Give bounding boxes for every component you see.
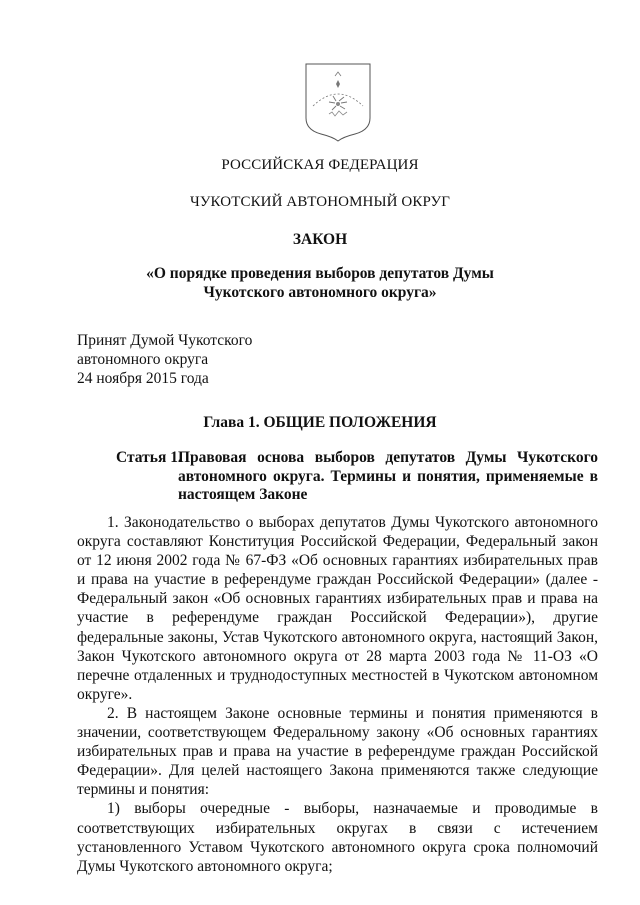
paragraph: 1) выборы очередные - выборы, назначаемые и проводимые в соответствующих избирательных округах в связи с истечением установленного Уставом Чукотского автономного округа срока полномочий Думы Чукотского автономного округа; [77, 800, 598, 875]
article-label: Статья 1. [116, 449, 182, 466]
paragraph: 1. Законодательство о выборах депутатов Думы Чукотского автономного округа составляют Конституция Российской Федерации, Федеральный закон от 12 июня 2002 года № 67-ФЗ «Об основных гарантиях избирательных прав и права на участие в референдуме граждан Российской Федерации» (далее - Федеральный закон «Об основных гарантиях избирательных прав и права на участие в референдуме граждан Российской Федерации»), другие федеральные законы, Устав Чукотского автономного округа, настоящий Закон, Закон Чукотского автономного округа от 28 марта 2003 года № 11-ОЗ «О перечне отдаленных и труднодоступных местностей в Чукотском автономном округе». [77, 514, 598, 703]
document-body [77, 513, 598, 876]
coat-of-arms-emblem [303, 62, 373, 142]
adoption-block [77, 331, 252, 388]
country-heading: РОССИЙСКАЯ ФЕДЕРАЦИЯ [221, 157, 419, 173]
adoption-line-2: автономного округа [77, 351, 209, 368]
adoption-line-1: Принят Думой Чукотского [77, 332, 253, 349]
doc-type-heading: ЗАКОН [292, 231, 348, 248]
chapter-heading: Глава 1. ОБЩИЕ ПОЛОЖЕНИЯ [203, 414, 437, 431]
adoption-date: 24 ноября 2015 года [77, 370, 209, 387]
law-title-line-1: «О порядке проведения выборов депутатов Думы [146, 265, 494, 282]
article-heading [116, 449, 598, 505]
article-title: Правовая основа выборов депутатов Думы Чукотского автономного округа. Термины и понятия, применяемые в настоящем Законе [178, 449, 598, 503]
law-title-line-2: Чукотского автономного округа» [203, 284, 437, 301]
paragraph: 2. В настоящем Законе основные термины и понятия применяются в значении, соответствующем Федеральному закону «Об основных гарантиях избирательных прав и права на участие в референдуме граждан Российской Федерации». Для целей настоящего Закона применяются также следующие термины и понятия: [77, 704, 598, 799]
region-heading: ЧУКОТСКИЙ АВТОНОМНЫЙ ОКРУГ [189, 194, 451, 210]
